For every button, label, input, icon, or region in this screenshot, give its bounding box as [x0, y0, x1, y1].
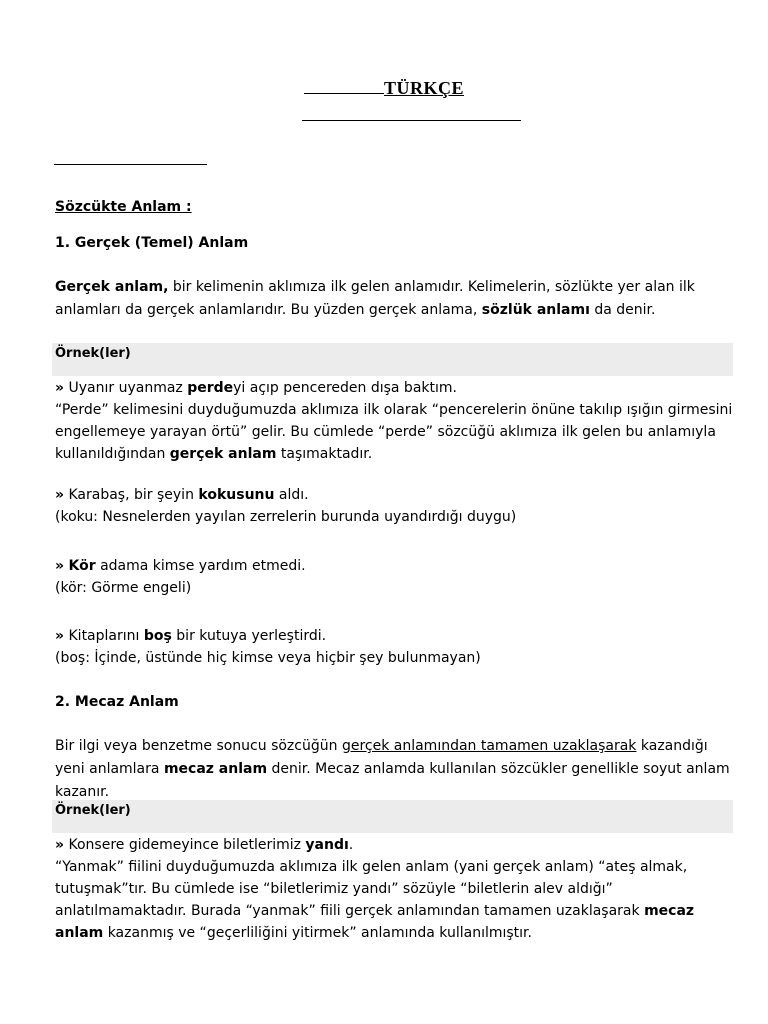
gercek-definition: [55, 276, 735, 322]
keyword: boş: [143, 628, 172, 644]
heading-gercek-anlam: 1. Gerçek (Temel) Anlam: [55, 235, 249, 251]
definition-text: bir kelimenin aklımıza ilk gelen anlamıdır. Kelimelerin, sözlükte yer alan ilk anlamları da gerçek anlamlarıdır. Bu yüzden gerçek anlama,: [55, 279, 695, 318]
definition-end: da denir.: [589, 302, 656, 318]
example-explanation: [55, 856, 735, 944]
example-sentence: [55, 625, 735, 647]
section-rule: [54, 164, 207, 165]
sentence-part: Uyanır uyanmaz: [64, 380, 188, 396]
example-explanation: (boş: İçinde, üstünde hiç kimse veya hiçbir şey bulunmayan): [55, 650, 481, 666]
mecaz-definition: [55, 735, 735, 804]
sentence-part: aldı.: [274, 487, 309, 503]
explanation-text: “Perde” kelimesini duyduğumuzda aklımıza ilk olarak “pencerelerin önüne takılıp ışığın girmesini engellemeye yarayan örtü” gelir. Bu cümlede “perde” sözcüğü aklımıza ilk gelen bu anlamıyla kullanıldığından: [55, 402, 733, 462]
example-koku: [55, 484, 735, 528]
example-kor: [55, 555, 735, 599]
title-rule: [302, 120, 521, 121]
underlined-phrase: gerçek anlamından tamamen uzaklaşarak: [341, 738, 637, 754]
explanation-text: “Yanmak” fiilini duyduğumuzda aklımıza ilk gelen anlam (yani gerçek anlam) “ateş almak, tutuşmak”tır. Bu cümlede ise “biletlerimiz yandı” sözüyle “biletlerin alev aldığı” anlatılmamaktadır. Burada “yanmak” fiili gerçek anlamından tamamen uzaklaşarak: [55, 859, 688, 919]
arrow-icon: »: [55, 558, 65, 574]
sentence-part: Konsere gidemeyince biletlerimiz: [64, 837, 306, 853]
term-sozluk-anlami: sözlük anlamı: [481, 302, 590, 318]
arrow-icon: »: [55, 487, 65, 503]
title-text: TÜRKÇE: [383, 78, 464, 98]
examples-label-text: Örnek(ler): [55, 803, 131, 818]
sentence-part: Kitaplarını: [64, 628, 144, 644]
sentence-part: .: [348, 837, 354, 853]
keyword: kokusunu: [198, 487, 275, 503]
example-sentence: [55, 555, 735, 577]
sentence-part: yi açıp pencereden dışa baktım.: [233, 380, 457, 396]
example-sentence: [55, 377, 735, 399]
definition-text: kazandığı yeni anlamlara: [55, 738, 708, 777]
keyword: perde: [187, 380, 234, 396]
explanation-end: taşımaktadır.: [276, 446, 373, 462]
examples-label-mecaz: [52, 800, 733, 833]
arrow-icon: »: [55, 628, 65, 644]
definition-text: Bir ilgi veya benzetme sonucu sözcüğün: [55, 738, 342, 754]
definition-end: denir. Mecaz anlamda kullanılan sözcükler genellikle soyut anlam kazanır.: [55, 761, 730, 800]
example-perde: [55, 377, 735, 465]
example-explanation: (kör: Görme engeli): [55, 580, 192, 596]
sentence-part: adama kimse yardım etmedi.: [95, 558, 306, 574]
arrow-icon: »: [55, 837, 65, 853]
example-sentence: [55, 484, 735, 506]
section-title: Sözcükte Anlam :: [55, 199, 192, 215]
arrow-icon: »: [55, 380, 65, 396]
example-bos: [55, 625, 735, 669]
term-gercek-anlam: Gerçek anlam,: [55, 279, 169, 295]
examples-label-gercek: [52, 343, 733, 376]
keyword: gerçek anlam: [169, 446, 277, 462]
keyword: Kör: [68, 558, 96, 574]
example-yandi: [55, 834, 735, 944]
example-explanation: (koku: Nesnelerden yayılan zerrelerin burunda uyandırdığı duygu): [55, 509, 517, 525]
examples-label-text: Örnek(ler): [55, 346, 131, 361]
document-title: [0, 78, 768, 99]
heading-mecaz-anlam: 2. Mecaz Anlam: [55, 694, 179, 710]
keyword: yandı: [305, 837, 349, 853]
keyword: mecaz anlam: [55, 903, 695, 941]
explanation-end: kazanmış ve “geçerliliğini yitirmek” anlamında kullanılmıştır.: [103, 925, 532, 941]
example-explanation: [55, 399, 735, 465]
sentence-part: bir kutuya yerleştirdi.: [171, 628, 327, 644]
title-underline-pad: [304, 79, 384, 94]
sentence-part: Karabaş, bir şeyin: [64, 487, 199, 503]
example-sentence: [55, 834, 735, 856]
term-mecaz-anlam: mecaz anlam: [163, 761, 268, 777]
